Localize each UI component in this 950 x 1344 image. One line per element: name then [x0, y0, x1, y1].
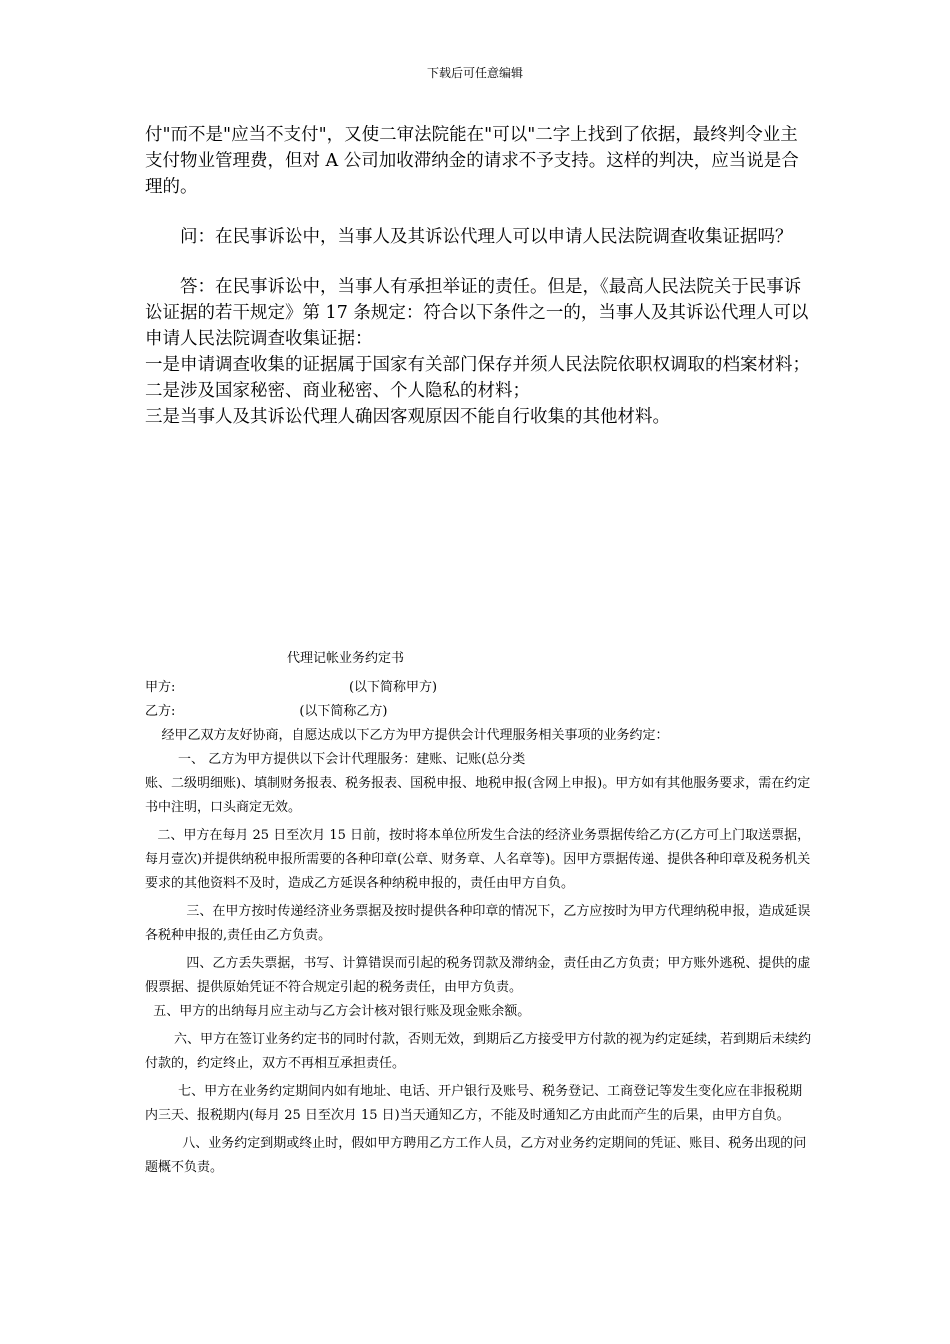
clause-2: 二、甲方在每月 25 日至次月 15 日前，按时将本单位所发生合法的经济业务票据传给乙方(乙方可上门取送票据，每月壹次)并提供纳税申报所需要的各种印章(公章、财务章、人名章等)。因甲方票据传递、提供各种印章及税务机关要求的其他资料不及时，造成乙方延误各种纳税申报的，责任由甲方自负。 — [145, 828, 811, 891]
party-a-line: 甲方: (以下简称甲方) — [145, 680, 438, 695]
upper-section — [145, 122, 815, 430]
page-header: 下载后可任意编辑 — [426, 66, 523, 80]
clause-1-continued: 账、二级明细账)、填制财务报表、税务报表、国税申报、地税申报(含网上申报)。甲方如有其他服务要求，需在约定书中注明，口头商定无效。 — [145, 776, 811, 815]
contract-body — [145, 676, 815, 1180]
contract-intro: 经甲乙双方友好协商，自愿达成以下乙方为甲方提供会计代理服务相关事项的业务约定： — [145, 728, 669, 743]
clause-8: 八、业务约定到期或终止时，假如甲方聘用乙方工作人员，乙方对业务约定期间的凭证、账目、税务出现的问题概不负责。 — [145, 1136, 807, 1175]
contract-title: 代理记帐业务约定书 — [287, 651, 405, 666]
party-b-line: 乙方: (以下简称乙方) — [145, 704, 388, 719]
condition-item-1: 一是申请调查收集的证据属于国家有关部门保存并须人民法院依职权调取的档案材料； — [145, 355, 810, 375]
question-paragraph: 问：在民事诉讼中，当事人及其诉讼代理人可以申请人民法院调查收集证据吗？ — [180, 227, 793, 247]
answer-paragraph: 答：在民事诉讼中，当事人有承担举证的责任。但是，《最高人民法院关于民事诉讼证据的若干规定》第 17 条规定：符合以下条件之一的，当事人及其诉讼代理人可以申请人民法院调查收集证据： — [145, 277, 809, 349]
clause-1-first-line: 一、 乙方为甲方提供以下会计代理服务：建账、记账(总分类 — [145, 752, 526, 767]
clause-5: 五、甲方的出纳每月应主动与乙方会计核对银行账及现金账余额。 — [145, 1004, 531, 1019]
clause-4: 四、乙方丢失票据，书写、计算错误而引起的税务罚款及滞纳金，责任由乙方负责；甲方账外逃税、提供的虚假票据、提供原始凭证不符合规定引起的税务责任，由甲方负责。 — [145, 956, 811, 995]
clause-3: 三、在甲方按时传递经济业务票据及按时提供各种印章的情况下，乙方应按时为甲方代理纳税申报，造成延误各税种申报的,责任由乙方负责。 — [145, 904, 811, 943]
condition-item-2: 二是涉及国家秘密、商业秘密、个人隐私的材料； — [145, 381, 530, 401]
paragraph-judgment: 付"而不是"应当不支付"，又使二审法院能在"可以"二字上找到了依据，最终判令业主支付物业管理费，但对 A 公司加收滞纳金的请求不予支持。这样的判决，应当说是合理的。 — [145, 125, 799, 197]
clause-7: 七、甲方在业务约定期间内如有地址、电话、开户银行及账号、税务登记、工商登记等发生变化应在非报税期内三天、报税期内(每月 25 日至次月 15 日)当天通知乙方，不能及时通知乙方由此而产生的后果，由甲方自负。 — [145, 1084, 803, 1123]
clause-6: 六、甲方在签订业务约定书的同时付款，否则无效，到期后乙方接受甲方付款的视为约定延续，若到期后未续约付款的，约定终止，双方不再相互承担责任。 — [145, 1032, 811, 1071]
condition-item-3: 三是当事人及其诉讼代理人确因客观原因不能自行收集的其他材料。 — [145, 407, 670, 427]
